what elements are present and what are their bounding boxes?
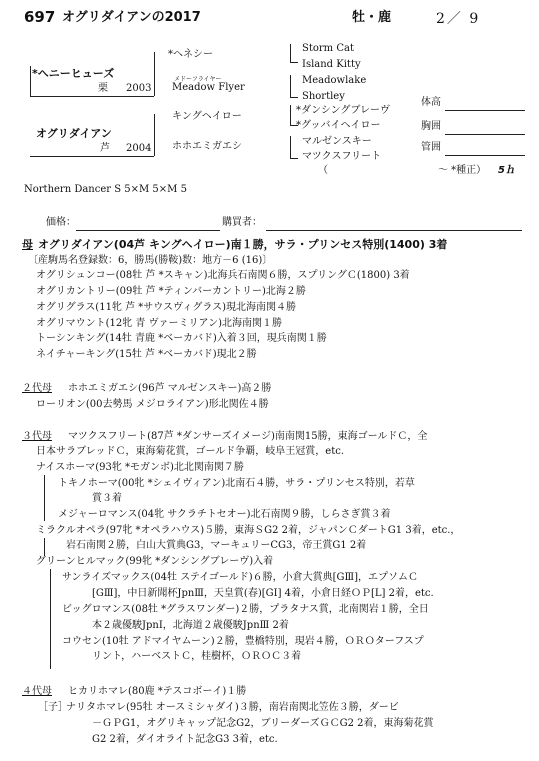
gen4-line: G2 2着，ダイオライト記念G3 3着，etc.	[92, 734, 278, 745]
gen2-offspring: ローリオン(00去勢馬 メジロライアン)形北関佐４勝	[36, 399, 269, 410]
gen3-line: 岩石南関２勝，白山大賞典G3，マーキュリーCG3，帝王賞G1 2着	[66, 540, 367, 551]
sire-dam-kana: メドーフライヤー	[174, 76, 222, 83]
ssire-dam: Island Kitty	[302, 59, 361, 70]
gen3-line: ミラクルオペラ(97牝 *オペラハウス)５勝，東海ＳG2 2着，ジャパンＣダートG1 3着，etc.，	[36, 525, 461, 536]
chest-label: 胸囲	[421, 121, 441, 132]
sire-year: 2003	[126, 83, 152, 94]
sex-color: 牡・鹿	[352, 10, 392, 25]
buyer-label: 購買者：	[222, 217, 262, 228]
gen3-line: コウセン(10牡 アドマイヤムーン)２勝，豊橋特別，現岩４勝，ＯＲＯターフスプ	[62, 636, 424, 647]
dam-dam: ホホエミガエシ	[172, 141, 242, 152]
gen3-line: 本２歳優駿JpnⅠ，北海道２歳優駿JpnⅢ 2着	[92, 620, 289, 631]
gen3-line: リント，ハーベストＣ，桂樹杯，ＯＲＯＣ３着	[92, 651, 302, 662]
sire-dam: Meadow Flyer	[172, 82, 245, 93]
sire-sire: *ヘネシー	[168, 49, 213, 60]
gen3-dam: マツクスフリート(87芦 *ダンサーズイメージ)南南関15勝，東海ゴールドＣ，全	[68, 431, 428, 442]
gen3-line: トキノホーマ(00牝 *シェイヴィアン)北南石４勝，サラ・プリンセス特別，若草	[58, 478, 415, 489]
gen3-line: メジャーロマンス(04牝 サクラチトセオー)北石南関９勝，しらさぎ賞３着	[58, 509, 391, 520]
gen3-line: グリーンヒルマック(99牝 *ダンシングブレーヴ)入着	[36, 556, 274, 567]
birth-date: 2／ 9	[436, 11, 481, 27]
gen4-line: －ＧＰG1，オグリキャップ記念G2，ブリーダーズＧＣG2 2着，東海菊花賞	[92, 718, 434, 729]
offspring-row: オグリシュンコー(08牡 芦 *スキャン)北海兵石南関６勝，スプリングＣ(1800) 3着	[36, 270, 410, 281]
ddam-sire: マルゼンスキー	[302, 136, 372, 147]
horse-title: オグリダイアンの2017	[62, 10, 201, 25]
dam-name: オグリダイアン	[36, 127, 112, 140]
foal-summary: 〔産駒馬名登録数：6，勝馬(勝鞍)数：地方－6 (16)〕	[28, 255, 273, 266]
offspring-row: オグリグラス(11牝 芦 *サウスヴィグラス)現北海南関４勝	[36, 302, 296, 313]
sire-color: 栗	[98, 83, 108, 94]
offspring-row: オグリカントリー(09牡 芦 *ティンバーカントリー)北海２勝	[36, 286, 306, 297]
seed-h: 5ｈ	[498, 165, 515, 176]
cannon-label: 管囲	[421, 142, 441, 153]
gen3-tag: ３代母	[22, 431, 52, 442]
sdam-sire: Meadowlake	[302, 75, 367, 86]
gen4-child-tag: ［子］	[38, 702, 68, 713]
seed-line: （ ～ *種正）	[318, 165, 487, 176]
dsire-sire: *ダンシングブレーヴ	[296, 105, 390, 116]
gen3-line: 日本サラブレッドＣ，東海菊花賞，ゴールド争覇，岐阜王冠賞，etc.	[36, 446, 345, 457]
gen3-line: サンライズマックス(04牡 ステイゴールド)６勝，小倉大賞典[GⅢ]，エプソムＣ	[62, 572, 418, 583]
gen3-line: [GⅢ]，中日新聞杯JpnⅢ，天皇賞(春)[GⅠ] 4着，小倉日経ＯＰ[L] 2着，etc.	[92, 588, 434, 599]
ssire-sire: Storm Cat	[302, 43, 354, 54]
height-label: 体高	[421, 97, 441, 108]
lot-number: 697	[24, 8, 56, 26]
offspring-row: ネイチャーキング(15牡 芦 *ベーカバド)現北２勝	[36, 349, 257, 360]
gen3-line: 賞３着	[92, 493, 122, 504]
dam-line: オグリダイアン(04芦 キングヘイロー)南１勝，サラ・プリンセス特別(1400) 3着	[38, 238, 448, 251]
dam-tag: 母	[22, 238, 33, 251]
offspring-row: オグリマウント(12牝 青 ヴァーミリアン)北海南関１勝	[36, 318, 282, 329]
inbreeding: Northern Dancer S 5×M 5×M 5	[24, 184, 187, 195]
dam-color: 芦	[100, 143, 110, 154]
dam-year: 2004	[126, 143, 152, 154]
price-label: 価格：	[46, 217, 76, 228]
gen4-dam: ヒカリホマレ(80鹿 *テスコボーイ)１勝	[68, 686, 247, 697]
gen3-line: ビッグロマンス(08牡 *グラスワンダー)２勝，プラタナス賞，北南関岩１勝，全日	[62, 604, 429, 615]
gen4-line: ナリタホマレ(95牡 オースミシャダイ)３勝，南岩南関北笠佐３勝，ダービ	[66, 702, 399, 713]
sire-name: *ヘニーヒューズ	[32, 67, 115, 80]
dam-sire: キングヘイロー	[172, 111, 242, 122]
dsire-dam: *グッバイヘイロー	[296, 120, 381, 131]
gen2-dam: ホホエミガエシ(96芦 マルゼンスキー)高２勝	[68, 383, 272, 394]
gen3-line: ナイスホーマ(93牝 *モガンボ)北北関南関７勝	[36, 462, 244, 473]
gen4-tag: ４代母	[22, 686, 52, 697]
sdam-dam: Shortley	[302, 91, 345, 102]
gen2-tag: ２代母	[22, 383, 52, 394]
offspring-row: トーシンキング(14牡 青鹿 *ベーカバド)入着３回，現兵南関１勝	[36, 333, 327, 344]
ddam-dam: マツクスフリート	[302, 151, 382, 162]
